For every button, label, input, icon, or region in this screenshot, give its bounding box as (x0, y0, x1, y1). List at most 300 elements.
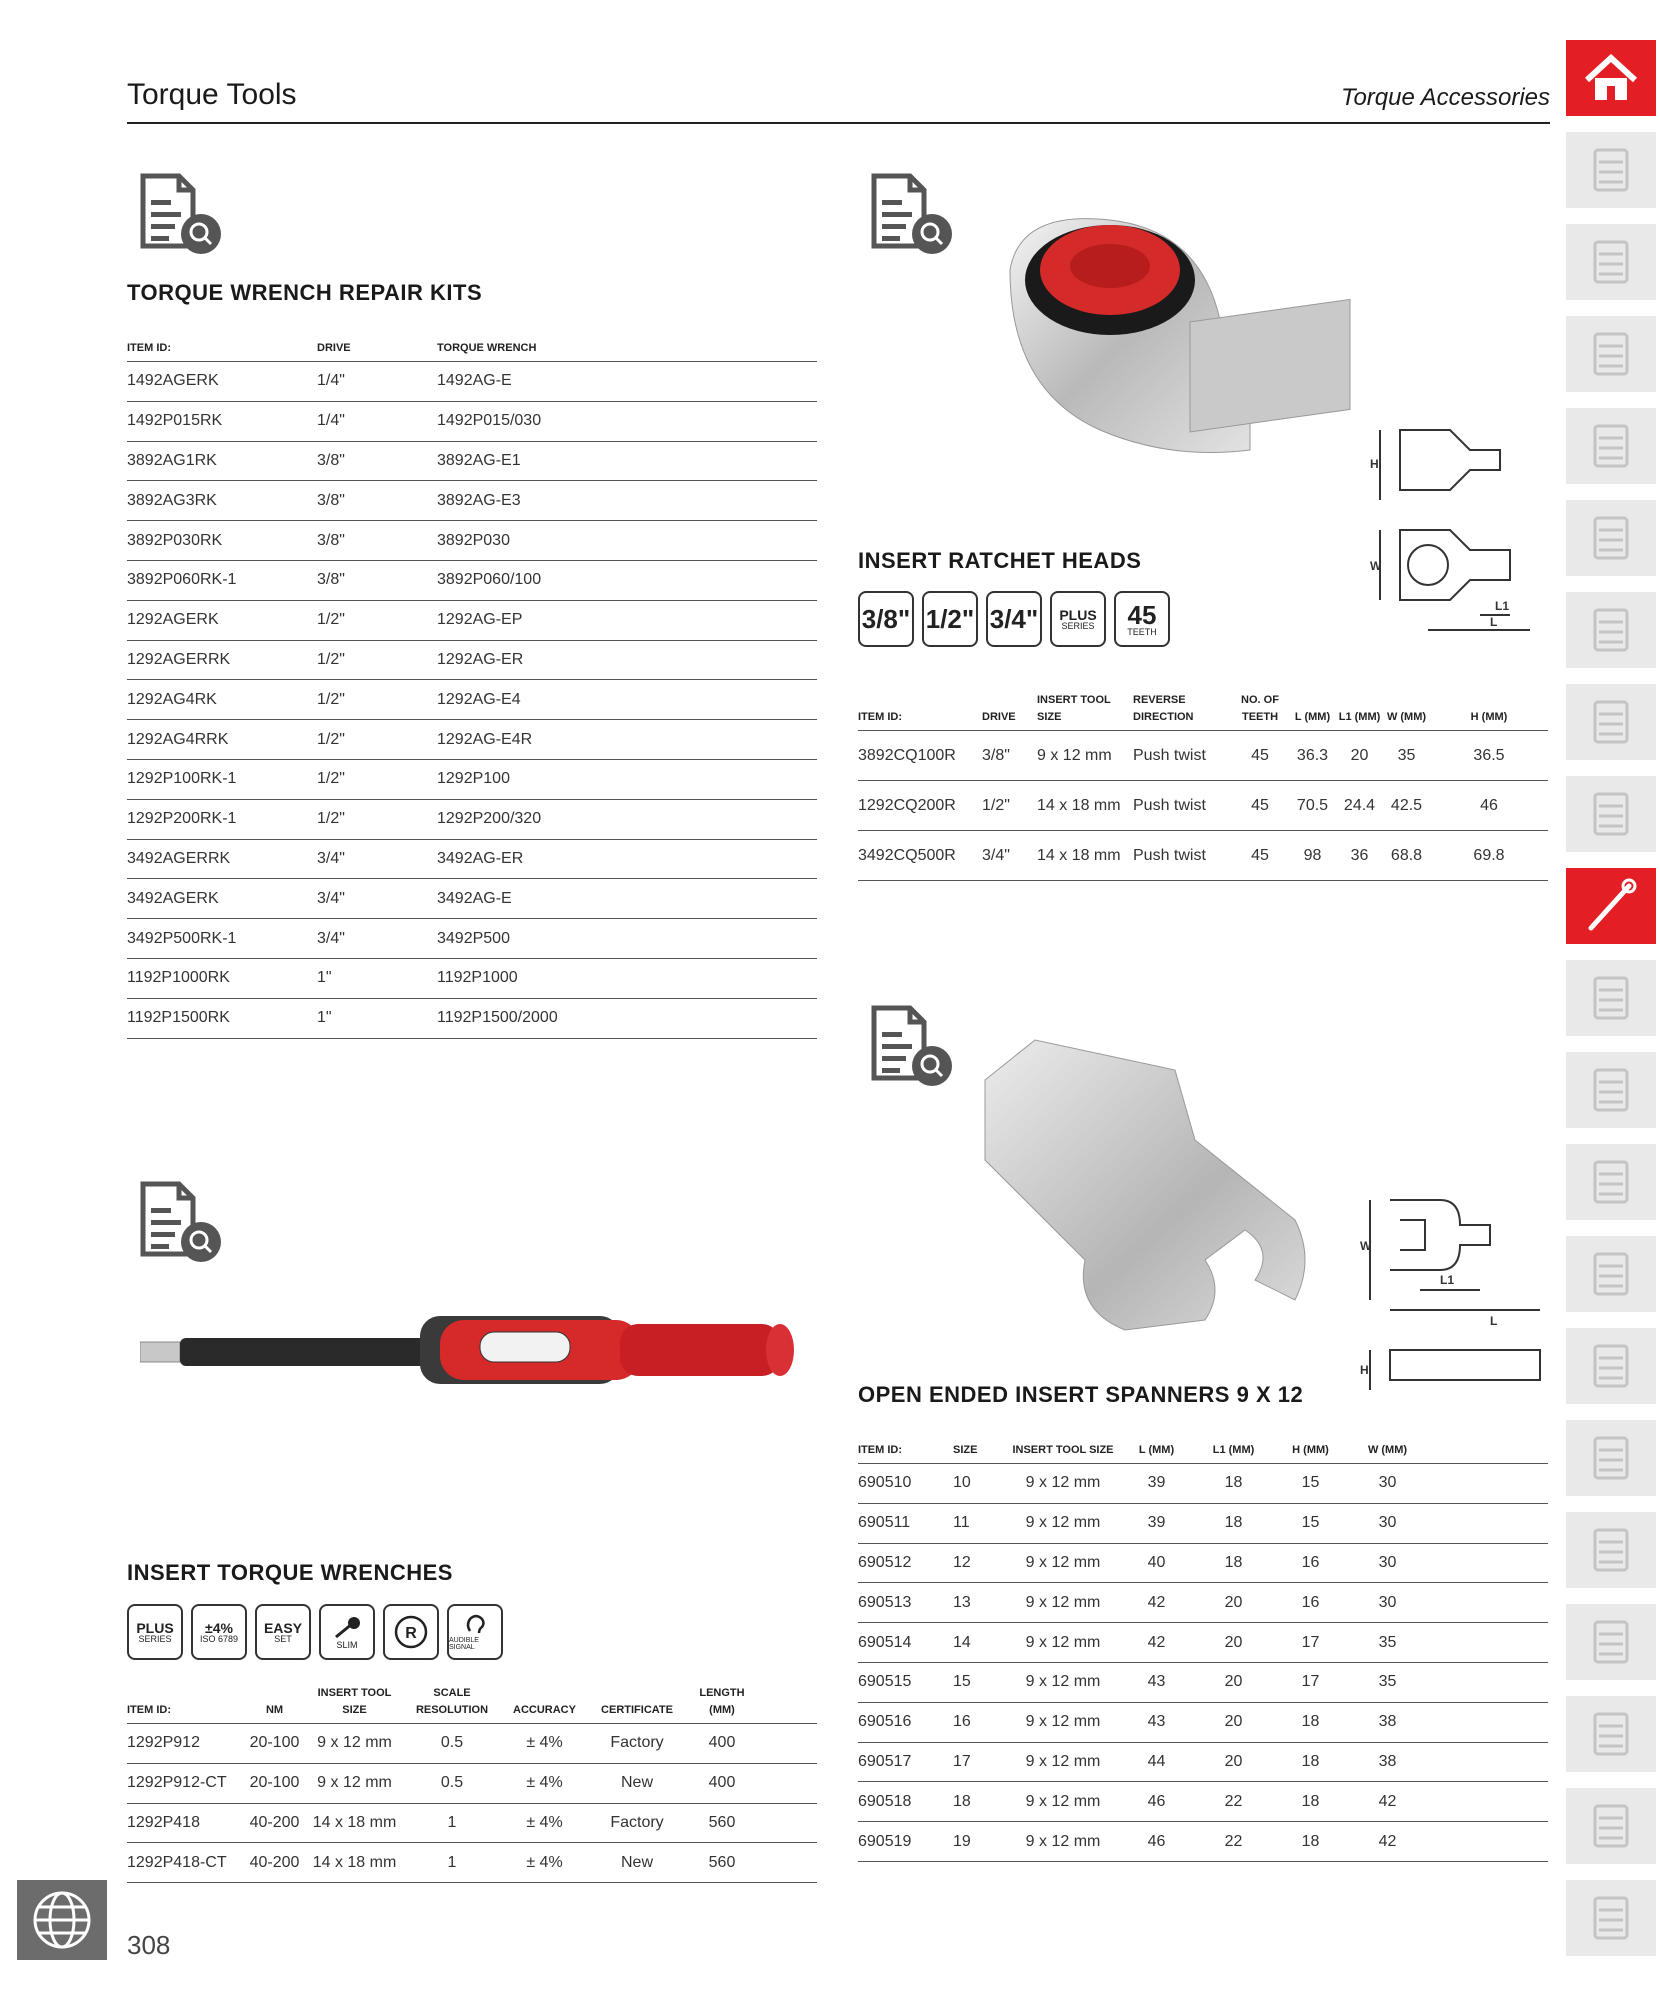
table-cell: 69.8 (1430, 831, 1548, 881)
svg-text:H: H (1360, 1363, 1369, 1377)
screwdriver-icon (1579, 1058, 1643, 1122)
repair-kit-row (127, 998, 817, 1038)
table-cell: 690514 (858, 1623, 953, 1663)
table-cell: 15 (953, 1662, 1008, 1702)
table-cell: 1292P200RK-1 (127, 799, 317, 839)
repair-kit-row (127, 481, 817, 521)
sidebar-tab-tool-set[interactable] (1566, 500, 1656, 576)
table-cell: ± 4% (502, 1763, 587, 1803)
table-cell: 1" (317, 958, 437, 998)
sidebar-tab-hex-key[interactable] (1566, 1328, 1656, 1404)
table-cell: 9 x 12 mm (1008, 1583, 1118, 1623)
sidebar-tab-gears[interactable] (1566, 1696, 1656, 1772)
svg-text:L1: L1 (1440, 1273, 1455, 1287)
table-cell: 690515 (858, 1662, 953, 1702)
plus-series-badge: PLUS SERIES (1050, 591, 1106, 647)
table-cell: 20 (1195, 1623, 1272, 1663)
table-cell: 1292P100 (437, 759, 817, 799)
repair-kit-row (127, 362, 817, 402)
table-cell: 3/4" (317, 839, 437, 879)
table-cell: 14 x 18 mm (307, 1843, 402, 1883)
column-header: ITEM ID: (858, 1442, 953, 1464)
adjustable-wrench-icon (1579, 966, 1643, 1030)
plus-series-badge: PLUS SERIES (127, 1604, 183, 1660)
table-cell: 30 (1349, 1464, 1426, 1504)
sidebar-tab-drill[interactable] (1566, 1880, 1656, 1956)
table-cell: 3892CQ100R (858, 731, 982, 781)
table-cell: 20 (1336, 731, 1383, 781)
table-cell: 0.5 (402, 1763, 502, 1803)
ratchet-heads-header (858, 692, 1548, 731)
torque-wrench-icon (1579, 874, 1643, 938)
table-cell: 98 (1289, 831, 1336, 881)
table-cell: 9 x 12 mm (1008, 1623, 1118, 1663)
table-cell: 1" (317, 998, 437, 1038)
table-cell: 1292P418 (127, 1803, 242, 1843)
column-header: NM (242, 1685, 307, 1724)
table-cell: 10 (953, 1464, 1008, 1504)
repair-kit-row (127, 521, 817, 561)
document-search-icon[interactable] (135, 1176, 225, 1266)
repair-kit-row (127, 759, 817, 799)
insert-wrench-row (127, 1763, 817, 1803)
column-header: TORQUE WRENCH (437, 340, 817, 362)
table-cell: 68.8 (1383, 831, 1430, 881)
table-cell: 690512 (858, 1543, 953, 1583)
column-header: ITEM ID: (858, 692, 982, 731)
table-cell: ± 4% (502, 1843, 587, 1883)
repair-kit-row (127, 958, 817, 998)
document-search-icon[interactable] (866, 168, 956, 258)
table-cell: ± 4% (502, 1724, 587, 1764)
accuracy-badge: ±4% ISO 6789 (191, 1604, 247, 1660)
sidebar-tab-pliers[interactable] (1566, 1236, 1656, 1312)
ratchet-feature-badges (858, 591, 1170, 647)
table-cell: 3/8" (317, 441, 437, 481)
table-cell: 16 (953, 1702, 1008, 1742)
table-cell: 1 (402, 1803, 502, 1843)
table-cell: 1292P912 (127, 1724, 242, 1764)
column-header: L (MM) (1118, 1442, 1195, 1464)
table-cell: 3892P060RK-1 (127, 560, 317, 600)
table-cell: 18 (1195, 1503, 1272, 1543)
table-cell: 70.5 (1289, 781, 1336, 831)
table-cell: 3492AGERK (127, 879, 317, 919)
page-number: 308 (127, 1930, 171, 1960)
column-header: INSERT TOOL SIZE (1037, 692, 1133, 731)
table-cell: 1/2" (317, 640, 437, 680)
header-divider (127, 122, 1550, 124)
ratchet-dimension-diagram (1370, 420, 1550, 650)
ratchet-head-row (858, 831, 1548, 881)
sidebar-tab-torque-wrench[interactable] (1566, 868, 1656, 944)
table-cell: 42 (1118, 1623, 1195, 1663)
table-cell: 1492P015RK (127, 401, 317, 441)
table-cell: 1292AG4RK (127, 680, 317, 720)
insert-wrenches-header (127, 1685, 817, 1724)
column-header: W (MM) (1383, 692, 1430, 731)
ratchet-heads-table (858, 692, 1548, 881)
table-cell: 9 x 12 mm (1008, 1503, 1118, 1543)
spanner-dimension-diagram (1360, 1180, 1550, 1410)
audible-signal-badge: AUDIBLE SIGNAL (447, 1604, 503, 1660)
table-cell: 9 x 12 mm (1008, 1782, 1118, 1822)
table-cell: 1/4" (317, 401, 437, 441)
table-cell: 20-100 (242, 1724, 307, 1764)
table-cell: 18 (1272, 1702, 1349, 1742)
document-search-icon[interactable] (866, 1000, 956, 1090)
gears-icon (1579, 1702, 1643, 1766)
table-cell: 0.5 (402, 1724, 502, 1764)
table-cell: 15 (1272, 1464, 1349, 1504)
table-cell: 43 (1118, 1702, 1195, 1742)
table-cell: 690518 (858, 1782, 953, 1822)
spanner-row (858, 1742, 1548, 1782)
drill-icon (1579, 1886, 1643, 1950)
repair-kit-row (127, 560, 817, 600)
repair-kit-row (127, 919, 817, 959)
table-cell: 9 x 12 mm (1008, 1662, 1118, 1702)
table-cell: 42.5 (1383, 781, 1430, 831)
table-cell: 1492AG-E (437, 362, 817, 402)
sidebar-tab-measuring[interactable] (1566, 1604, 1656, 1680)
table-cell: 1192P1000 (437, 958, 817, 998)
table-cell: 14 (953, 1623, 1008, 1663)
spanner-row (858, 1662, 1548, 1702)
measuring-icon (1579, 1610, 1643, 1674)
svg-text:W: W (1370, 559, 1382, 573)
power-tools-icon (1579, 1794, 1643, 1858)
column-header: W (MM) (1349, 1442, 1426, 1464)
drive-1-2-badge: 1/2" (922, 591, 978, 647)
website-button[interactable] (17, 1880, 107, 1960)
column-header: DRIVE (317, 340, 437, 362)
table-cell: 19 (953, 1822, 1008, 1862)
document-search-icon[interactable] (135, 168, 225, 258)
table-cell: 9 x 12 mm (1008, 1822, 1118, 1862)
table-cell: 1/4" (317, 362, 437, 402)
table-cell: 16 (1272, 1583, 1349, 1623)
sidebar-tab-roller-cabinet[interactable] (1566, 316, 1656, 392)
sidebar-tab-insulated[interactable] (1566, 1420, 1656, 1496)
sidebar-tab-screwdriver[interactable] (1566, 1052, 1656, 1128)
sidebar-tab-socket[interactable] (1566, 776, 1656, 852)
table-cell: 1192P1500/2000 (437, 998, 817, 1038)
table-cell: 3/8" (317, 560, 437, 600)
repair-kits-title: TORQUE WRENCH REPAIR KITS (127, 280, 483, 305)
table-cell: 3/4" (317, 919, 437, 959)
table-cell: 18 (1272, 1822, 1349, 1862)
table-cell: 44 (1118, 1742, 1195, 1782)
table-cell: 3892AG1RK (127, 441, 317, 481)
table-cell: 42 (1118, 1583, 1195, 1623)
table-cell: 690517 (858, 1742, 953, 1782)
table-cell: 20 (1195, 1742, 1272, 1782)
repair-kit-row (127, 799, 817, 839)
wrench-feature-badges (127, 1604, 503, 1660)
repair-kits-body (127, 362, 817, 1039)
spanners-title: OPEN ENDED INSERT SPANNERS 9 X 12 (858, 1382, 1304, 1407)
open-ended-spanner-image (975, 1020, 1355, 1340)
table-cell: 20 (1195, 1702, 1272, 1742)
table-cell: 9 x 12 mm (1008, 1543, 1118, 1583)
table-cell: 1292AG-ER (437, 640, 817, 680)
repair-kit-row (127, 720, 817, 760)
sidebar-tab-combination-wrench[interactable] (1566, 684, 1656, 760)
table-cell: 3892AG3RK (127, 481, 317, 521)
table-cell: New (587, 1843, 687, 1883)
table-cell: 3/4" (317, 879, 437, 919)
table-cell: 46 (1118, 1782, 1195, 1822)
table-cell: 9 x 12 mm (1037, 731, 1133, 781)
repair-kit-row (127, 839, 817, 879)
section-title: Torque Tools (127, 78, 297, 111)
table-cell: 40-200 (242, 1843, 307, 1883)
table-cell: 1/2" (317, 600, 437, 640)
column-header: REVERSE DIRECTION (1133, 692, 1231, 731)
table-cell: 9 x 12 mm (1008, 1702, 1118, 1742)
table-cell: 690519 (858, 1822, 953, 1862)
sidebar-tab-bits[interactable] (1566, 1144, 1656, 1220)
table-cell: 42 (1349, 1822, 1426, 1862)
sidebar-tab-adjustable-wrench[interactable] (1566, 960, 1656, 1036)
table-cell: 14 x 18 mm (307, 1803, 402, 1843)
reversible-badge (383, 1604, 439, 1660)
table-cell: 1192P1000RK (127, 958, 317, 998)
column-header: SCALE RESOLUTION (402, 1685, 502, 1724)
table-cell: 1/2" (317, 799, 437, 839)
table-cell: 17 (1272, 1623, 1349, 1663)
ratchet-heads-title: INSERT RATCHET HEADS (858, 548, 1142, 573)
repair-kit-row (127, 401, 817, 441)
table-cell: 13 (953, 1583, 1008, 1623)
column-header: ITEM ID: (127, 340, 317, 362)
table-cell: 1292P418-CT (127, 1843, 242, 1883)
column-header: DRIVE (982, 692, 1037, 731)
table-cell: New (587, 1763, 687, 1803)
table-cell: 22 (1195, 1782, 1272, 1822)
table-cell: 18 (1272, 1742, 1349, 1782)
table-cell: 3492P500RK-1 (127, 919, 317, 959)
table-cell: 39 (1118, 1503, 1195, 1543)
table-cell: Factory (587, 1803, 687, 1843)
table-cell: 36.3 (1289, 731, 1336, 781)
table-cell: 3492AG-ER (437, 839, 817, 879)
table-cell: 1/2" (317, 680, 437, 720)
spanners-body (858, 1464, 1548, 1862)
table-cell: 16 (1272, 1543, 1349, 1583)
table-cell: 1 (402, 1843, 502, 1883)
tray-icon (1579, 414, 1643, 478)
spanner-row (858, 1583, 1548, 1623)
table-cell: 1292AG-E4 (437, 680, 817, 720)
table-cell: 40 (1118, 1543, 1195, 1583)
table-cell: 30 (1349, 1503, 1426, 1543)
insert-wrenches-title: INSERT TORQUE WRENCHES (127, 1560, 453, 1585)
repair-kits-header (127, 340, 817, 362)
cabinet-icon (1579, 598, 1643, 662)
table-cell: 690511 (858, 1503, 953, 1543)
table-cell: 18 (1195, 1543, 1272, 1583)
table-cell: 20 (1195, 1583, 1272, 1623)
sidebar-tab-cutter[interactable] (1566, 1512, 1656, 1588)
home-icon (1579, 46, 1643, 110)
sidebar-tab-cabinet[interactable] (1566, 592, 1656, 668)
spanner-row (858, 1503, 1548, 1543)
table-cell: 1492AGERK (127, 362, 317, 402)
bits-icon (1579, 1150, 1643, 1214)
table-cell: 20 (1195, 1662, 1272, 1702)
spanners-header (858, 1442, 1548, 1464)
table-cell: 9 x 12 mm (1008, 1742, 1118, 1782)
column-header: INSERT TOOL SIZE (1008, 1442, 1118, 1464)
table-cell: 1292AGERRK (127, 640, 317, 680)
spanner-row (858, 1464, 1548, 1504)
svg-text:H: H (1370, 457, 1379, 471)
repair-kit-row (127, 640, 817, 680)
table-cell: 3892AG-E3 (437, 481, 817, 521)
table-cell: 1292AG-EP (437, 600, 817, 640)
column-header: SIZE (953, 1442, 1008, 1464)
table-cell: 39 (1118, 1464, 1195, 1504)
table-cell: 3492AG-E (437, 879, 817, 919)
table-cell: 3/8" (317, 481, 437, 521)
sidebar-tab-tool-tray[interactable] (1566, 224, 1656, 300)
table-cell: 1/2" (982, 781, 1037, 831)
table-cell: 560 (687, 1803, 757, 1843)
svg-text:W: W (1360, 1239, 1372, 1253)
insert-wrenches-body (127, 1724, 817, 1883)
easy-set-badge: EASY SET (255, 1604, 311, 1660)
table-cell: 3892P060/100 (437, 560, 817, 600)
table-cell: 1292CQ200R (858, 781, 982, 831)
tool-tray-icon (1579, 230, 1643, 294)
column-header: NO. OF TEETH (1231, 692, 1289, 731)
column-header: H (MM) (1430, 692, 1548, 731)
table-cell: 1/2" (317, 720, 437, 760)
svg-text:L: L (1490, 1314, 1498, 1328)
svg-text:R: R (405, 1625, 417, 1642)
column-header: L1 (MM) (1195, 1442, 1272, 1464)
table-cell: 14 x 18 mm (1037, 781, 1133, 831)
drive-3-8-badge: 3/8" (858, 591, 914, 647)
table-cell: 1492P015/030 (437, 401, 817, 441)
hex-key-icon (1579, 1334, 1643, 1398)
table-cell: 18 (1195, 1464, 1272, 1504)
table-cell: 35 (1349, 1623, 1426, 1663)
sidebar-tab-home[interactable] (1566, 40, 1656, 116)
table-cell: 690510 (858, 1464, 953, 1504)
table-cell: 1292P100RK-1 (127, 759, 317, 799)
insulated-icon (1579, 1426, 1643, 1490)
table-cell: Factory (587, 1724, 687, 1764)
table-cell: 35 (1349, 1662, 1426, 1702)
sidebar-tab-tray[interactable] (1566, 408, 1656, 484)
table-cell: 1292P200/320 (437, 799, 817, 839)
table-cell: 35 (1383, 731, 1430, 781)
svg-text:L: L (1490, 615, 1498, 629)
column-header: ITEM ID: (127, 1685, 242, 1724)
table-cell: 1292AGERK (127, 600, 317, 640)
globe-icon (31, 1889, 93, 1951)
table-cell: 400 (687, 1724, 757, 1764)
table-cell: 46 (1430, 781, 1548, 831)
table-cell: 9 x 12 mm (307, 1763, 402, 1803)
column-header: L1 (MM) (1336, 692, 1383, 731)
table-cell: 1292P912-CT (127, 1763, 242, 1803)
spanner-row (858, 1782, 1548, 1822)
ratchet-heads-body (858, 731, 1548, 881)
sidebar-tab-tool-chest[interactable] (1566, 132, 1656, 208)
table-cell: 38 (1349, 1702, 1426, 1742)
table-cell: 9 x 12 mm (307, 1724, 402, 1764)
table-cell: 42 (1349, 1782, 1426, 1822)
combination-wrench-icon (1579, 690, 1643, 754)
ratchet-head-image (990, 200, 1370, 470)
table-cell: ± 4% (502, 1803, 587, 1843)
ear-icon (462, 1613, 488, 1637)
insert-wrench-row (127, 1803, 817, 1843)
repair-kit-row (127, 600, 817, 640)
roller-cabinet-icon (1579, 322, 1643, 386)
spanner-row (858, 1623, 1548, 1663)
column-header: L (MM) (1289, 692, 1336, 731)
table-cell: 46 (1118, 1822, 1195, 1862)
table-cell: 36 (1336, 831, 1383, 881)
table-cell: 24.4 (1336, 781, 1383, 831)
table-cell: 1/2" (317, 759, 437, 799)
table-cell: 30 (1349, 1583, 1426, 1623)
teeth-badge: 45 TEETH (1114, 591, 1170, 647)
table-cell: 30 (1349, 1543, 1426, 1583)
table-cell: Push twist (1133, 731, 1231, 781)
spanners-table (858, 1442, 1548, 1862)
table-cell: 3892P030RK (127, 521, 317, 561)
drive-3-4-badge: 3/4" (986, 591, 1042, 647)
insert-torque-wrench-image (140, 1310, 800, 1390)
table-cell: 9 x 12 mm (1008, 1464, 1118, 1504)
table-cell: 12 (953, 1543, 1008, 1583)
table-cell: 36.5 (1430, 731, 1548, 781)
table-cell: 18 (953, 1782, 1008, 1822)
slim-icon (332, 1615, 362, 1641)
ratchet-head-row (858, 781, 1548, 831)
subsection-title: Torque Accessories (1341, 84, 1550, 111)
repair-kits-table (127, 340, 817, 1039)
table-cell: 3892AG-E1 (437, 441, 817, 481)
table-cell: 40-200 (242, 1803, 307, 1843)
table-cell: 17 (1272, 1662, 1349, 1702)
socket-icon (1579, 782, 1643, 846)
sidebar-tab-power-tools[interactable] (1566, 1788, 1656, 1864)
table-cell: 20-100 (242, 1763, 307, 1803)
table-cell: 45 (1231, 831, 1289, 881)
table-cell: 11 (953, 1503, 1008, 1543)
spanner-row (858, 1543, 1548, 1583)
table-cell: 1292AG4RRK (127, 720, 317, 760)
table-cell: 38 (1349, 1742, 1426, 1782)
spanner-row (858, 1702, 1548, 1742)
column-header: H (MM) (1272, 1442, 1349, 1464)
table-cell: 17 (953, 1742, 1008, 1782)
table-cell: 14 x 18 mm (1037, 831, 1133, 881)
table-cell: 3/4" (982, 831, 1037, 881)
table-cell: 45 (1231, 781, 1289, 831)
column-header: ACCURACY (502, 1685, 587, 1724)
table-cell: 400 (687, 1763, 757, 1803)
column-header: LENGTH (MM) (687, 1685, 757, 1724)
table-cell: 690516 (858, 1702, 953, 1742)
